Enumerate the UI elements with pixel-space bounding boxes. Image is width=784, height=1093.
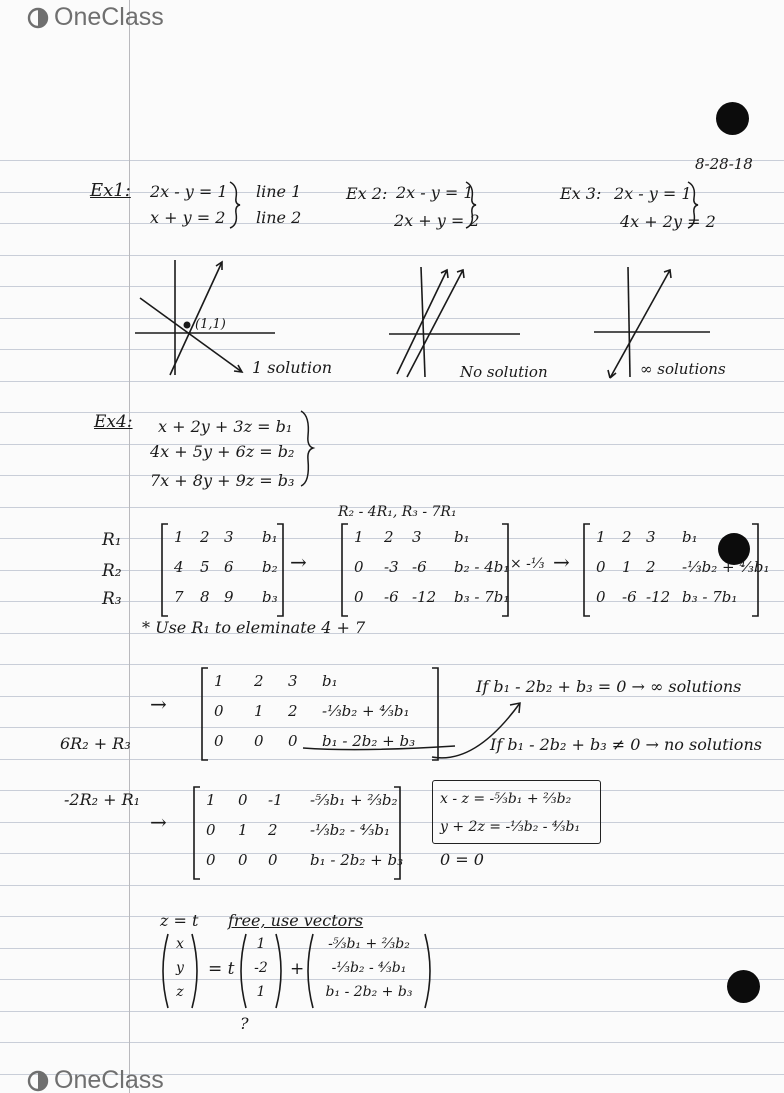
arrow-2: → xyxy=(553,550,570,574)
matrix-cell: 2 xyxy=(622,528,632,546)
ruled-line xyxy=(0,444,784,445)
condition-zero: If b₁ - 2b₂ + b₃ = 0 → ∞ solutions xyxy=(476,677,742,696)
matrix-cell: 0 xyxy=(354,588,364,606)
matrix-cell: -1 xyxy=(268,791,283,809)
matrix-cell: b₁ xyxy=(682,528,698,546)
left-bracket xyxy=(340,522,350,618)
op-scale: × -⅓ xyxy=(510,556,545,572)
row-label-r2: R₂ xyxy=(102,561,122,581)
vector-entry: -⅓b₂ - ⁴⁄₃b₁ xyxy=(331,960,407,976)
matrix-cell: -6 xyxy=(622,588,637,606)
vector-entry: -⁵⁄₃b₁ + ⅔b₂ xyxy=(328,936,410,952)
op-neg2r2-r1: -2R₂ + R₁ xyxy=(64,790,141,809)
matrix-cell: b₁ xyxy=(322,672,338,690)
matrix-cell: b₁ - 2b₂ + b₃ xyxy=(322,732,416,750)
ex3-result: ∞ solutions xyxy=(640,360,726,378)
elimination-note: * Use R₁ to eleminate 4 + 7 xyxy=(142,618,366,637)
matrix-cell: 1 xyxy=(238,821,248,839)
ex4-eq1: x + 2y + 3z = b₁ xyxy=(158,417,293,436)
matrix-cell: 2 xyxy=(384,528,394,546)
matrix-cell: 2 xyxy=(268,821,278,839)
matrix-cell: 4 xyxy=(174,558,184,576)
arrow-4: → xyxy=(150,810,167,834)
matrix-cell: 1 xyxy=(214,672,224,690)
matrix-cell: -⅓b₂ - ⁴⁄₃b₁ xyxy=(310,821,390,839)
matrix-cell: b₃ - 7b₁ xyxy=(682,588,738,606)
ex1-line1-label: line 1 xyxy=(256,182,302,201)
ex2-eq1: 2x - y = 1 xyxy=(396,183,474,202)
matrix-cell: 0 xyxy=(596,588,606,606)
ex1-result: 1 solution xyxy=(252,358,333,377)
vector-xyz xyxy=(160,932,200,1010)
left-bracket xyxy=(200,666,210,762)
matrix-cell: 2 xyxy=(288,702,298,720)
matrix-cell: b₁ xyxy=(262,528,278,546)
matrix-cell: 1 xyxy=(174,528,184,546)
oneclass-logo-icon xyxy=(26,6,50,30)
vector-entry: 1 xyxy=(256,984,266,1000)
ex3-brace xyxy=(686,180,700,232)
left-bracket xyxy=(160,522,170,618)
ex1-eq2: x + y = 2 xyxy=(150,208,226,227)
matrix-cell: -12 xyxy=(646,588,671,606)
right-paren xyxy=(274,932,284,1010)
ruled-line xyxy=(0,633,784,634)
condition-nonzero: If b₁ - 2b₂ + b₃ ≠ 0 → no solutions xyxy=(490,735,762,754)
ex2-eq2: 2x + y = 2 xyxy=(394,211,480,230)
matrix-cell: 0 xyxy=(238,851,248,869)
ex2-label: Ex 2: xyxy=(346,184,388,203)
matrix-cell: 0 xyxy=(206,821,216,839)
left-paren xyxy=(305,932,315,1010)
matrix-cell: 6 xyxy=(224,558,234,576)
ex3-eq2: 4x + 2y = 2 xyxy=(620,212,716,231)
vector-entry: b₁ - 2b₂ + b₃ xyxy=(325,984,413,1000)
matrix-cell: 7 xyxy=(174,588,184,606)
ex1-eq1: 2x - y = 1 xyxy=(150,182,228,201)
matrix-a xyxy=(160,522,285,618)
question-mark: ? xyxy=(240,1014,249,1033)
matrix-cell: 0 xyxy=(214,702,224,720)
matrix-e xyxy=(192,785,402,881)
watermark-brand: OneClass xyxy=(54,1066,164,1093)
ex1-label: Ex1: xyxy=(90,180,131,201)
ruled-line xyxy=(0,255,784,256)
vector-entry: -2 xyxy=(254,960,268,976)
page-date: 8-28-18 xyxy=(695,155,753,173)
matrix-cell: 2 xyxy=(646,558,656,576)
matrix-cell: 0 xyxy=(288,732,298,750)
punch-hole-bottom xyxy=(727,970,760,1003)
ruled-line xyxy=(0,160,784,161)
vector-entry: 1 xyxy=(256,936,266,952)
ex4-eq2: 4x + 5y + 6z = b₂ xyxy=(150,442,295,461)
free-note: free, use vectors xyxy=(228,911,364,930)
solution-eq3: 0 = 0 xyxy=(440,850,484,869)
matrix-cell: -12 xyxy=(412,588,437,606)
matrix-cell: 1 xyxy=(206,791,216,809)
matrix-cell: 5 xyxy=(200,558,210,576)
free-variable: z = t xyxy=(160,911,199,930)
matrix-cell: -⅓b₂ + ⁴⁄₃b₁ xyxy=(682,558,770,576)
matrix-cell: 8 xyxy=(200,588,210,606)
matrix-cell: 1 xyxy=(254,702,264,720)
row-label-r3: R₃ xyxy=(102,589,122,609)
left-bracket xyxy=(582,522,592,618)
left-paren xyxy=(160,932,170,1010)
punch-hole-top xyxy=(716,102,749,135)
vector-plus: + xyxy=(290,959,305,979)
solution-eq1: x - z = -⁵⁄₃b₁ + ⅔b₂ xyxy=(440,791,572,807)
arrow-1: → xyxy=(290,550,307,574)
matrix-cell: 0 xyxy=(354,558,364,576)
vector-particular xyxy=(305,932,433,1010)
matrix-b xyxy=(340,522,510,618)
matrix-cell: 0 xyxy=(238,791,248,809)
ruled-line xyxy=(0,1042,784,1043)
vector-direction xyxy=(238,932,284,1010)
matrix-cell: b₃ xyxy=(262,588,278,606)
matrix-cell: b₁ xyxy=(454,528,470,546)
condition-arrow xyxy=(430,695,530,765)
matrix-cell: 0 xyxy=(254,732,264,750)
ex2-result: No solution xyxy=(460,363,548,381)
ruled-line xyxy=(0,885,784,886)
right-paren xyxy=(423,932,433,1010)
ruled-line xyxy=(0,1011,784,1012)
oneclass-logo-icon xyxy=(26,1069,50,1093)
row-label-r1: R₁ xyxy=(102,530,122,550)
ruled-line xyxy=(0,664,784,665)
matrix-cell: -6 xyxy=(412,558,427,576)
matrix-cell: b₁ - 2b₂ + b₃ xyxy=(310,851,404,869)
matrix-cell: 3 xyxy=(224,528,234,546)
matrix-cell: -⅓b₂ + ⁴⁄₃b₁ xyxy=(322,702,410,720)
left-paren xyxy=(238,932,248,1010)
vector-entry: z xyxy=(176,984,184,1000)
right-paren xyxy=(190,932,200,1010)
ex3-label: Ex 3: xyxy=(560,184,602,203)
matrix-cell: 1 xyxy=(596,528,606,546)
matrix-cell: 2 xyxy=(254,672,264,690)
ex2-brace xyxy=(464,180,478,230)
ex1-point-label: (1,1) xyxy=(195,317,226,332)
watermark-top xyxy=(26,3,164,32)
matrix-cell: 3 xyxy=(646,528,656,546)
matrix-cell: 9 xyxy=(224,588,234,606)
ex4-op1: R₂ - 4R₁, R₃ - 7R₁ xyxy=(338,504,457,520)
vector-entry: y xyxy=(176,960,184,976)
ruled-line xyxy=(0,916,784,917)
ex4-eq3: 7x + 8y + 9z = b₃ xyxy=(150,471,295,490)
matrix-cell: -⁵⁄₃b₁ + ⅔b₂ xyxy=(310,791,398,809)
ex3-eq1: 2x - y = 1 xyxy=(614,184,692,203)
matrix-c xyxy=(582,522,770,618)
op-6r2-r3: 6R₂ + R₃ xyxy=(60,734,131,753)
matrix-cell: 0 xyxy=(206,851,216,869)
ruled-line xyxy=(0,475,784,476)
matrix-cell: 1 xyxy=(622,558,632,576)
vector-entry: x xyxy=(176,936,184,952)
matrix-cell: 3 xyxy=(412,528,422,546)
arrow-3: → xyxy=(150,692,167,716)
matrix-cell: 0 xyxy=(268,851,278,869)
watermark-bottom xyxy=(26,1066,164,1093)
ex1-brace xyxy=(228,180,242,230)
ex4-label: Ex4: xyxy=(94,412,133,432)
matrix-cell: b₃ - 7b₁ xyxy=(454,588,510,606)
vector-eq-t: = t xyxy=(208,959,235,979)
matrix-cell: 0 xyxy=(596,558,606,576)
matrix-cell: b₂ xyxy=(262,558,278,576)
matrix-cell: 3 xyxy=(288,672,298,690)
ex4-brace xyxy=(298,408,316,488)
margin-line xyxy=(129,0,130,1093)
left-bracket xyxy=(192,785,202,881)
watermark-brand: OneClass xyxy=(54,3,164,31)
ex1-line2-label: line 2 xyxy=(256,208,302,227)
matrix-cell: 2 xyxy=(200,528,210,546)
matrix-cell: -3 xyxy=(384,558,399,576)
matrix-cell: -6 xyxy=(384,588,399,606)
solution-eq2: y + 2z = -⅓b₂ - ⁴⁄₃b₁ xyxy=(440,819,581,835)
matrix-cell: b₂ - 4b₁ xyxy=(454,558,510,576)
matrix-cell: 0 xyxy=(214,732,224,750)
matrix-cell: 1 xyxy=(354,528,364,546)
